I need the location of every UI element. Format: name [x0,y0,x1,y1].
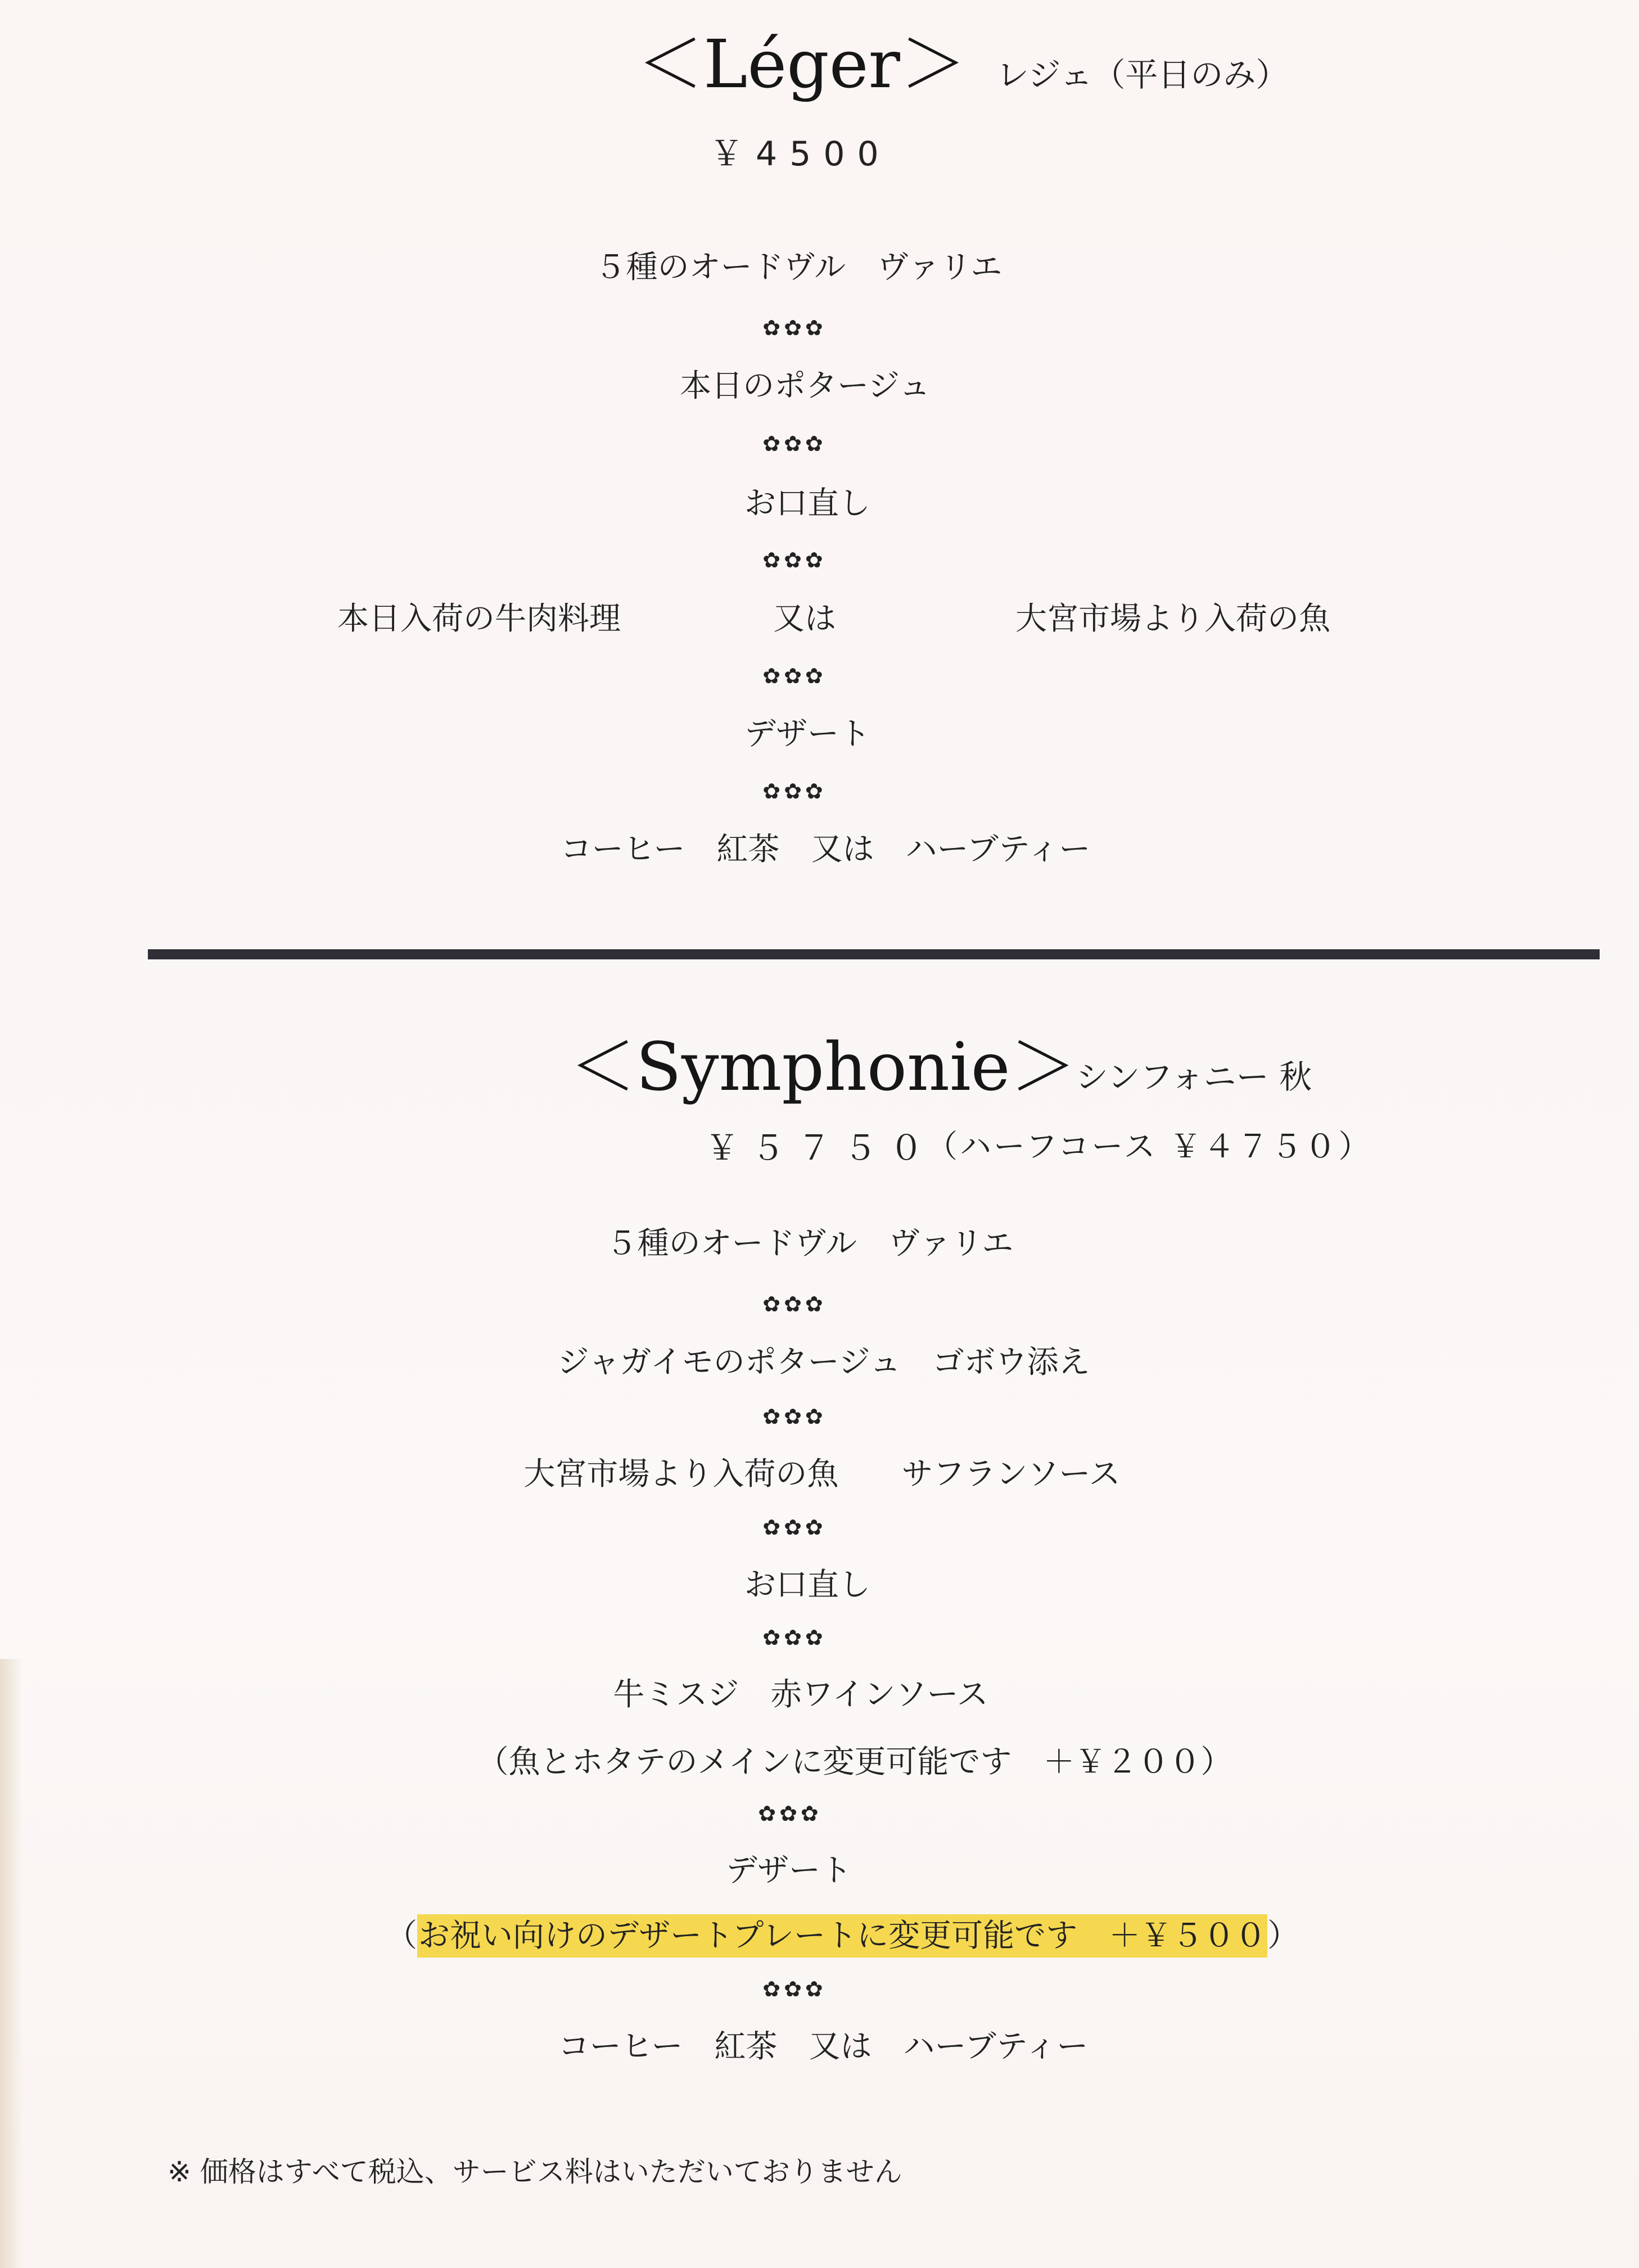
symphonie-separator-2: ✿✿✿ [762,1404,827,1429]
leger-separator-3: ✿✿✿ [762,548,827,572]
leger-separator-4: ✿✿✿ [762,664,827,688]
symphonie-main-change-note: （魚とホタテのメインに変更可能です ＋￥２００） [477,1744,1232,1780]
symphonie-separator-6: ✿✿✿ [762,1977,827,2001]
leger-course-hors-doeuvre: ５種のオードヴル ヴァリエ [594,249,1003,286]
dessert-note-open-paren: （ [386,1918,417,1954]
symphonie-half-course: （ハーフコース ￥４７５０） [926,1129,1372,1165]
dessert-plate-upgrade-highlight: お祝い向けのデザートプレートに変更可能です ＋￥５００ [417,1914,1267,1958]
leger-main-option-beef: 本日入荷の牛肉料理 [337,601,621,637]
leger-course-beverage: コーヒー 紅茶 又は ハーブティー [560,831,1091,868]
page-edge-shadow [0,1659,22,2268]
symphonie-separator-3: ✿✿✿ [762,1515,827,1540]
leger-course-dessert: デザート [744,716,870,752]
symphonie-course-potage: ジャガイモのポタージュ ゴボウ添え [557,1344,1090,1381]
symphonie-reading: シンフォニー 秋 [1076,1058,1312,1096]
leger-main-connector: 又は [773,601,836,637]
leger-course-potage: 本日のポタージュ [680,368,931,404]
symphonie-price: ￥５７５０ [705,1129,936,1168]
symphonie-separator-4: ✿✿✿ [762,1625,827,1650]
leger-course-palate-cleanser: お口直し [744,485,870,522]
symphonie-course-palate-cleanser: お口直し [744,1567,870,1603]
symphonie-separator-5: ✿✿✿ [758,1801,822,1826]
leger-separator-2: ✿✿✿ [762,431,827,456]
section-divider [148,949,1600,959]
tax-footnote: ※ 価格はすべて税込、サービス料はいただいておりません [168,2156,902,2188]
dessert-note-close-paren: ） [1267,1918,1299,1954]
leger-main-option-fish: 大宮市場より入荷の魚 [1015,601,1330,637]
symphonie-separator-1: ✿✿✿ [762,1292,827,1316]
leger-separator-5: ✿✿✿ [762,779,827,804]
symphonie-course-dessert: デザート [726,1852,852,1889]
symphonie-course-beef: 牛ミスジ 赤ワインソース [613,1676,988,1713]
leger-price: ￥4500 [710,134,891,174]
leger-title: ＜Léger＞ [637,25,967,103]
symphonie-course-fish: 大宮市場より入荷の魚 サフランソース [523,1456,1121,1493]
leger-separator-1: ✿✿✿ [762,315,827,340]
symphonie-course-beverage: コーヒー 紅茶 又は ハーブティー [558,2028,1089,2065]
symphonie-title: ＜Symphonie＞ [570,1028,1077,1106]
symphonie-dessert-plate-note [386,1920,1299,1952]
leger-reading: レジェ（平日のみ） [996,56,1289,94]
symphonie-course-hors-doeuvre: ５種のオードヴル ヴァリエ [606,1225,1014,1262]
